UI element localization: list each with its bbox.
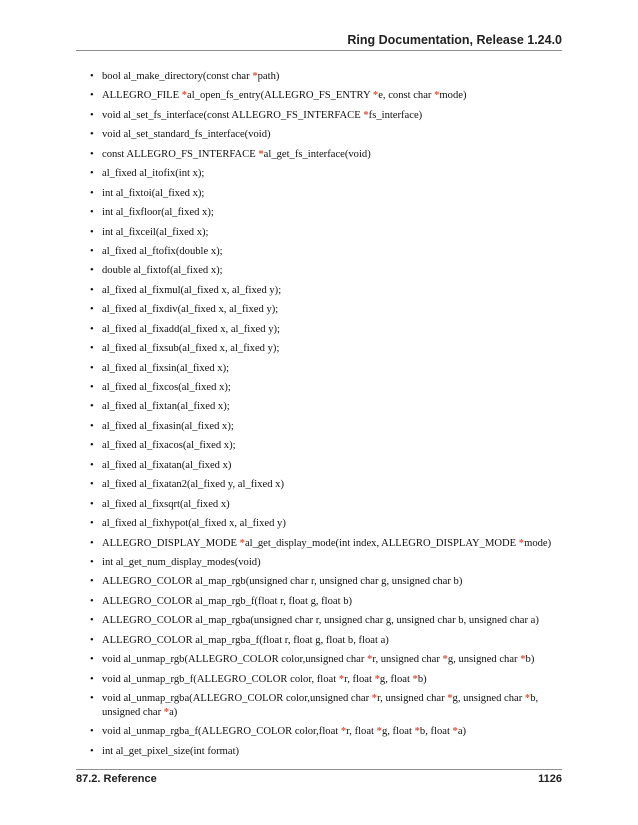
function-signature xyxy=(90,537,562,551)
pointer-asterisk: * xyxy=(520,654,526,666)
function-signature xyxy=(90,303,562,317)
signature-text: void al_unmap_rgb_f(ALLEGRO_COLOR color, float xyxy=(102,673,339,685)
signature-text: b) xyxy=(417,673,427,685)
signature-text: al_fixed al_fixasin(al_fixed x); xyxy=(102,420,234,432)
pointer-asterisk: * xyxy=(518,537,525,549)
footer-divider xyxy=(76,769,562,770)
function-signature xyxy=(90,614,562,628)
signature-text: al_fixed al_fixmul(al_fixed x, al_fixed y); xyxy=(102,284,282,296)
pointer-asterisk: * xyxy=(258,148,264,160)
function-signature xyxy=(90,575,562,589)
signature-text: mode) xyxy=(439,90,467,102)
signature-text: void al_set_fs_interface(const ALLEGRO_FS_INTERFACE xyxy=(102,109,364,121)
function-signature xyxy=(90,745,562,759)
signature-text: b, float xyxy=(419,726,453,738)
pointer-asterisk: * xyxy=(376,726,382,738)
function-signature xyxy=(90,439,562,453)
function-signature xyxy=(90,206,562,220)
function-signature xyxy=(90,245,562,259)
pointer-asterisk: * xyxy=(252,71,258,82)
pointer-asterisk: * xyxy=(447,693,453,704)
signature-text: al_fixed al_ftofix(double x); xyxy=(102,245,223,257)
function-signature xyxy=(90,128,562,142)
pointer-asterisk: * xyxy=(363,109,369,121)
function-signature xyxy=(90,459,562,473)
function-signature xyxy=(90,556,562,570)
function-signature xyxy=(90,284,562,298)
signature-text: al_fixed al_fixcos(al_fixed x); xyxy=(102,382,231,393)
function-signature xyxy=(90,264,562,278)
function-signature xyxy=(90,725,562,739)
signature-text: a) xyxy=(457,726,467,738)
signature-text: r, unsigned char xyxy=(377,693,448,704)
signature-text: al_get_display_mode(int index, ALLEGRO_DISPLAY_MODE xyxy=(244,537,519,549)
signature-text: path) xyxy=(257,71,280,82)
pointer-asterisk: * xyxy=(338,673,345,685)
signature-text: ALLEGRO_COLOR al_map_rgba_f(float r, float g, float b, float a) xyxy=(102,634,389,646)
signature-text: b) xyxy=(525,654,535,666)
function-signature xyxy=(90,342,562,356)
signature-text: void al_unmap_rgb(ALLEGRO_COLOR color,unsigned char xyxy=(102,654,368,666)
signature-text: int al_get_pixel_size(int format) xyxy=(102,745,240,757)
pointer-asterisk: * xyxy=(371,693,378,704)
page-number: 1126 xyxy=(538,773,562,785)
signature-text: a) xyxy=(169,707,178,718)
signature-text: g, unsigned char xyxy=(447,654,521,666)
function-signature xyxy=(90,420,562,434)
signature-text: void al_set_standard_fs_interface(void) xyxy=(102,129,271,141)
signature-text: int al_get_num_display_modes(void) xyxy=(102,556,261,568)
function-signature xyxy=(90,226,562,240)
signature-text: al_fixed al_fixatan2(al_fixed y, al_fixed x) xyxy=(102,479,284,491)
function-signature xyxy=(90,70,562,84)
signature-text: int al_fixtoi(al_fixed x); xyxy=(102,187,205,199)
signature-text: al_fixed al_fixatan(al_fixed x) xyxy=(102,459,232,471)
pointer-asterisk: * xyxy=(442,654,448,666)
signature-text: g, unsigned char xyxy=(452,693,525,704)
function-signature xyxy=(90,653,562,667)
pointer-asterisk: * xyxy=(181,90,188,102)
function-list xyxy=(90,70,562,764)
header-divider xyxy=(76,50,562,51)
pointer-asterisk: * xyxy=(434,90,440,102)
pointer-asterisk: * xyxy=(163,707,170,718)
function-signature xyxy=(90,381,562,395)
signature-text: void al_unmap_rgba_f(ALLEGRO_COLOR color,float xyxy=(102,726,341,738)
signature-text: ALLEGRO_COLOR al_map_rgb(unsigned char r, unsigned char g, unsigned char b) xyxy=(102,576,463,588)
function-signature xyxy=(90,362,562,376)
pointer-asterisk: * xyxy=(524,693,531,704)
section-label: 87.2. Reference xyxy=(76,773,157,785)
function-signature xyxy=(90,498,562,512)
signature-text: al_fixed al_fixsub(al_fixed x, al_fixed y); xyxy=(102,343,280,355)
function-signature xyxy=(90,89,562,103)
signature-text: int al_fixceil(al_fixed x); xyxy=(102,226,209,238)
signature-text: al_fixed al_fixhypot(al_fixed x, al_fixed y) xyxy=(102,518,286,530)
signature-text: fs_interface) xyxy=(368,109,423,121)
signature-text: al_fixed al_fixtan(al_fixed x); xyxy=(102,401,230,413)
pointer-asterisk: * xyxy=(367,654,373,666)
signature-text: al_get_fs_interface(void) xyxy=(263,148,371,160)
pointer-asterisk: * xyxy=(412,673,418,685)
signature-text: bool al_make_directory(const char xyxy=(102,71,253,82)
function-signature xyxy=(90,595,562,609)
signature-text: void al_unmap_rgba(ALLEGRO_COLOR color,unsigned char xyxy=(102,693,372,704)
pointer-asterisk: * xyxy=(340,726,347,738)
pointer-asterisk: * xyxy=(374,673,380,685)
signature-text: b, unsigned char xyxy=(102,693,539,718)
pointer-asterisk: * xyxy=(372,90,379,102)
pointer-asterisk: * xyxy=(239,537,245,549)
signature-text: int al_fixfloor(al_fixed x); xyxy=(102,207,214,219)
signature-text: r, float xyxy=(344,673,375,685)
signature-text: e, const char xyxy=(378,90,435,102)
signature-text: g, float xyxy=(381,726,415,738)
function-signature xyxy=(90,517,562,531)
signature-text: al_fixed al_fixdiv(al_fixed x, al_fixed y); xyxy=(102,304,279,316)
pointer-asterisk: * xyxy=(452,726,458,738)
pointer-asterisk: * xyxy=(414,726,420,738)
signature-text: r, unsigned char xyxy=(372,654,443,666)
signature-text: ALLEGRO_COLOR al_map_rgb_f(float r, float g, float b) xyxy=(102,595,353,607)
function-signature xyxy=(90,478,562,492)
signature-text: al_open_fs_entry(ALLEGRO_FS_ENTRY xyxy=(187,90,373,102)
signature-text: g, float xyxy=(379,673,413,685)
function-signature xyxy=(90,323,562,337)
function-signature xyxy=(90,167,562,181)
signature-text: ALLEGRO_COLOR al_map_rgba(unsigned char r, unsigned char g, unsigned char b, unsigned char a) xyxy=(102,615,539,627)
signature-text: al_fixed al_fixadd(al_fixed x, al_fixed y); xyxy=(102,323,280,335)
signature-text: al_fixed al_fixsqrt(al_fixed x) xyxy=(102,498,230,510)
function-signature xyxy=(90,187,562,201)
signature-text: ALLEGRO_DISPLAY_MODE xyxy=(102,537,240,549)
function-signature xyxy=(90,400,562,414)
running-header: Ring Documentation, Release 1.24.0 xyxy=(347,33,562,47)
signature-text: r, float xyxy=(346,726,377,738)
signature-text: al_fixed al_fixacos(al_fixed x); xyxy=(102,440,236,452)
signature-text: ALLEGRO_FILE xyxy=(102,90,182,102)
function-signature xyxy=(90,692,562,720)
signature-text: double al_fixtof(al_fixed x); xyxy=(102,265,223,277)
function-signature xyxy=(90,673,562,687)
signature-text: const ALLEGRO_FS_INTERFACE xyxy=(102,148,259,160)
signature-text: al_fixed al_fixsin(al_fixed x); xyxy=(102,362,230,374)
signature-text: al_fixed al_itofix(int x); xyxy=(102,168,205,180)
function-signature xyxy=(90,109,562,123)
function-signature xyxy=(90,634,562,648)
signature-text: mode) xyxy=(524,537,552,549)
function-signature xyxy=(90,148,562,162)
